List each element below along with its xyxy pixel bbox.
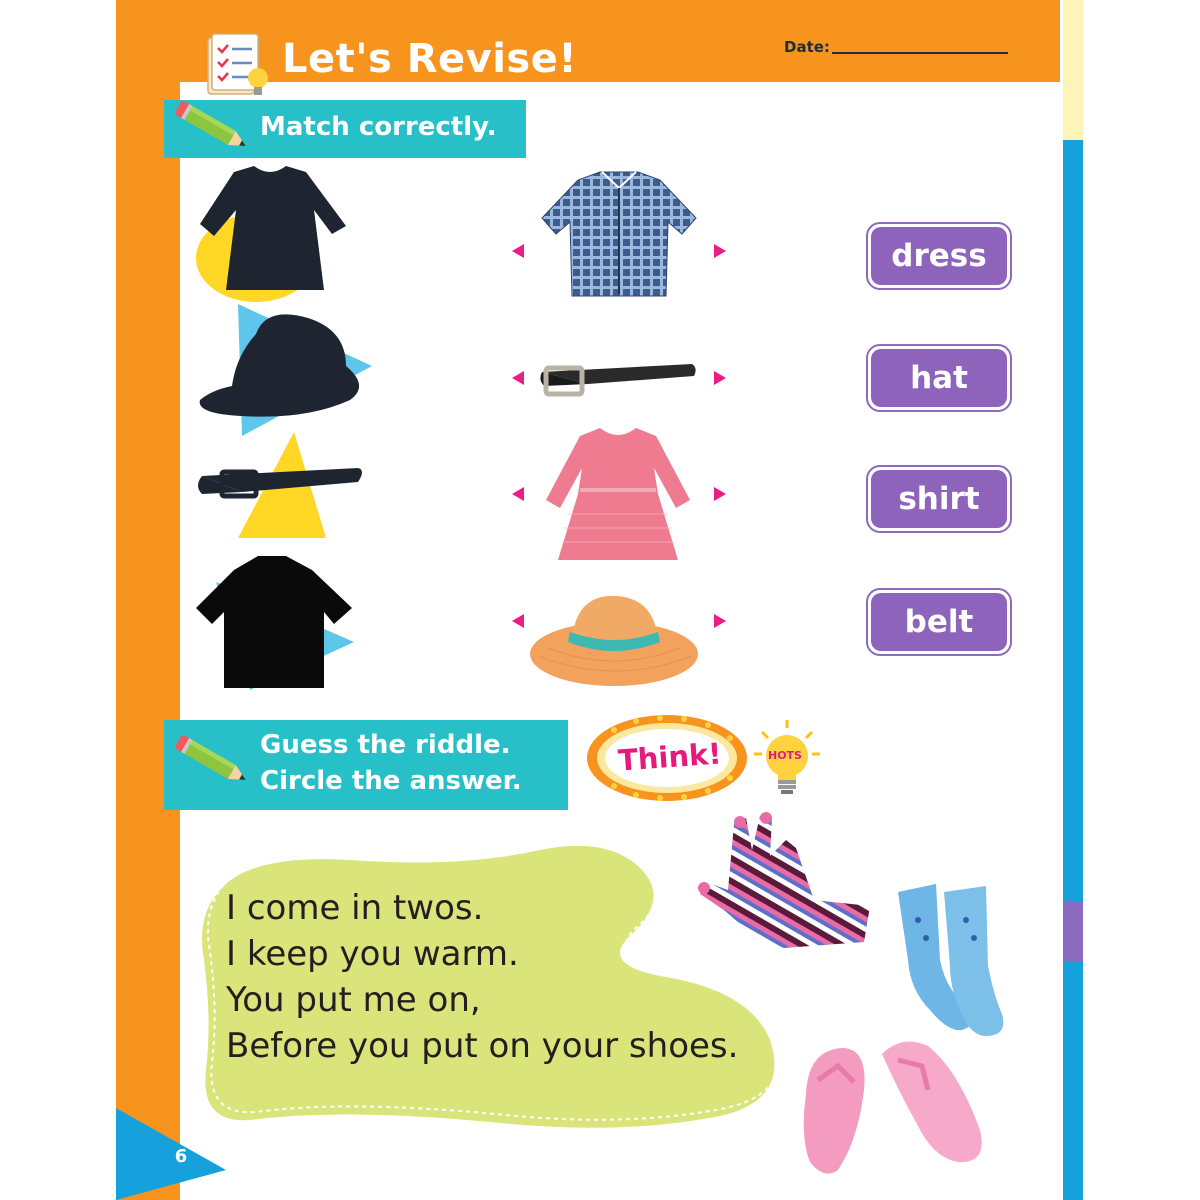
left-orange-band [116, 0, 180, 1200]
riddle-instruction-line1: Guess the riddle. [260, 730, 511, 760]
word-box-belt[interactable] [866, 588, 1012, 656]
riddle-line: Before you put on your shoes. [226, 1026, 739, 1066]
match-arrow-left [512, 614, 524, 628]
page-number: 6 [174, 1146, 188, 1167]
match-arrow-right [714, 614, 726, 628]
pink-flip-flops-image[interactable] [798, 1030, 988, 1180]
date-input-line[interactable] [832, 52, 1008, 54]
belt-silhouette [194, 428, 374, 544]
date-label: Date: [784, 38, 830, 56]
riddle-instruction-banner [164, 720, 568, 810]
word-label: dress [871, 227, 1007, 285]
checklist-icon [202, 30, 274, 100]
hots-bulb [754, 718, 820, 800]
pencil-icon [178, 736, 258, 792]
match-instruction-banner [164, 100, 526, 158]
straw-hat-image[interactable] [528, 590, 702, 688]
checked-shirt-image[interactable] [540, 166, 698, 300]
right-tab-yellow [1063, 0, 1083, 140]
match-arrow-left [512, 244, 524, 258]
match-arrow-right [714, 244, 726, 258]
match-arrow-right [714, 371, 726, 385]
word-box-shirt[interactable] [866, 465, 1012, 533]
hots-label: HOTS [768, 749, 802, 762]
match-arrow-left [512, 487, 524, 501]
riddle-line: I come in twos. [226, 888, 484, 928]
right-tab-blue [1063, 140, 1083, 1200]
match-arrow-left [512, 371, 524, 385]
page-title: Let's Revise! [282, 36, 578, 82]
word-box-dress[interactable] [866, 222, 1012, 290]
right-tab-purple [1063, 902, 1083, 962]
striped-gloves-image[interactable] [694, 810, 874, 954]
think-badge [584, 712, 750, 804]
hat-silhouette [196, 300, 376, 440]
think-badge-text: Think! [616, 736, 723, 778]
pencil-icon [178, 102, 258, 158]
match-instruction-text: Match correctly. [260, 112, 497, 142]
riddle-line: I keep you warm. [226, 934, 519, 974]
word-label: shirt [871, 470, 1007, 528]
blue-socks-image[interactable] [890, 880, 1008, 1040]
riddle-instruction-line2: Circle the answer. [260, 766, 522, 796]
pink-dress-image[interactable] [538, 424, 698, 566]
word-box-hat[interactable] [866, 344, 1012, 412]
dress-silhouette [196, 162, 372, 304]
word-label: belt [871, 593, 1007, 651]
word-label: hat [871, 349, 1007, 407]
riddle-line: You put me on, [226, 980, 481, 1020]
brown-belt-image[interactable] [538, 358, 698, 398]
shirt-silhouette [194, 552, 360, 694]
match-arrow-right [714, 487, 726, 501]
